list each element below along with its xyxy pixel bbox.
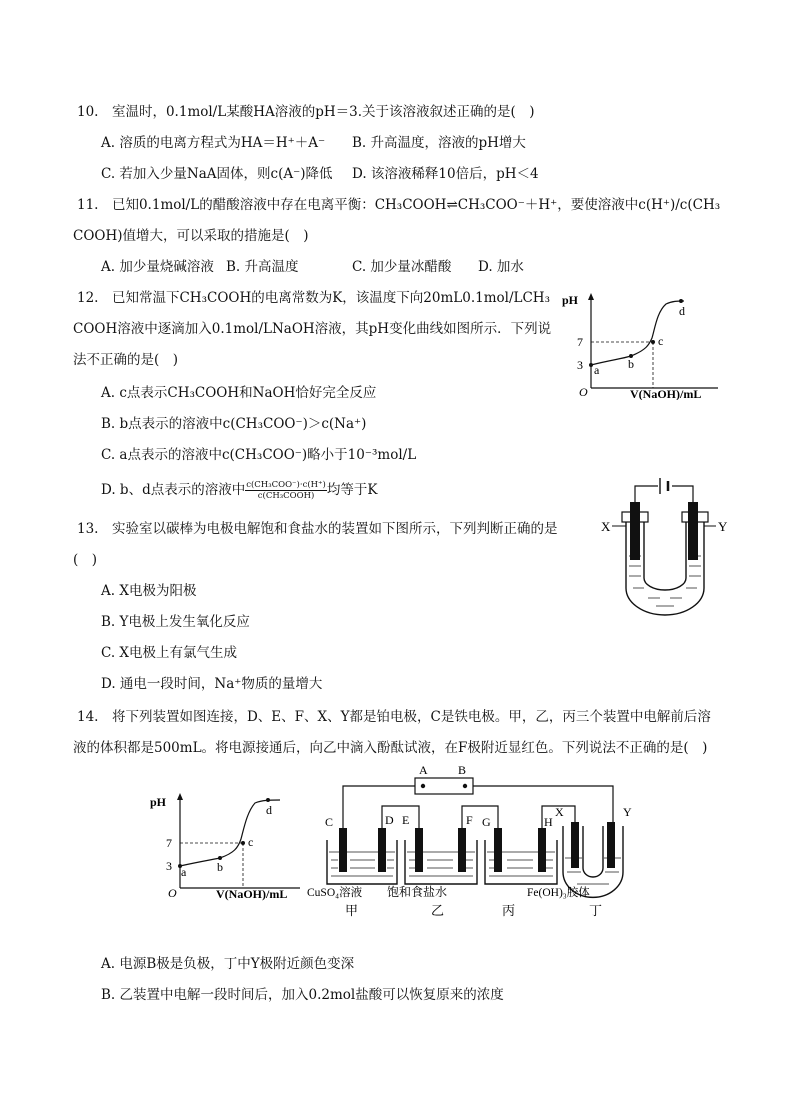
q14-tick-7: 7 <box>166 836 172 850</box>
q13-label-y: Y <box>718 519 728 534</box>
q14-electrode-d <box>378 828 386 872</box>
q13-u-tube-inner <box>644 512 686 590</box>
q12-point-a <box>589 363 593 367</box>
q10-stem: 10. 室温时，0.1mol/L某酸HA溶液的pH＝3.关于该溶液叙述正确的是( ) <box>77 104 535 120</box>
q13-electrolysis-apparatus <box>598 460 733 620</box>
q14-x-label: V(NaOH)/mL <box>216 887 288 901</box>
q14-option-a: A. 电源B极是负极，丁中Y极附近颜色变深 <box>101 956 355 972</box>
q12-option-d-suffix: 均等于K <box>326 482 378 498</box>
q14-label-b-terminal: B <box>458 763 467 777</box>
q14-cell-bing: 丙 <box>502 903 516 918</box>
q11-option-c: C. 加少量冰醋酸 <box>352 259 452 275</box>
q14-cell-ding: 丁 <box>589 903 603 918</box>
q13-wires <box>635 486 693 510</box>
q12-stem-line3: 法不正确的是( ) <box>73 352 179 368</box>
q11-option-b: B. 升高温度 <box>226 259 299 275</box>
q14-label-e: E <box>402 813 410 827</box>
q14-label-a-terminal: A <box>419 763 428 777</box>
q14-u-tube-inner <box>583 826 603 877</box>
q14-terminal-a <box>421 784 425 788</box>
q12-y-arrow <box>588 293 594 300</box>
q14-label-c: c <box>248 835 254 849</box>
q13-stem-line1: 13. 实验室以碳棒为电极电解饱和食盐水的装置如下图所示，下列判断正确的是 <box>77 521 558 537</box>
q12-stem-line1: 12. 已知常温下CH₃COOH的电离常数为K，该温度下向20mL0.1mol/LCH₃ <box>77 290 550 306</box>
q12-tick-7: 7 <box>577 335 583 349</box>
q12-fraction-denominator: c(CH₃COOH) <box>257 491 315 501</box>
q11-option-a: A. 加少量烧碱溶液 <box>101 259 214 275</box>
q12-label-d: d <box>679 304 685 318</box>
q14-electrode-c <box>339 828 347 872</box>
q13-option-d: D. 通电一段时间，Na⁺物质的量增大 <box>101 676 323 692</box>
q12-option-d <box>101 480 377 501</box>
q12-label-b: b <box>628 357 634 371</box>
q13-x-electrode <box>630 502 640 560</box>
q14-point-c <box>241 841 245 845</box>
q14-electrode-x <box>571 822 579 868</box>
q10-option-c: C. 若加入少量NaA固体，则c(A⁻)降低 <box>101 166 333 182</box>
q14-label-a: a <box>181 865 187 879</box>
q12-option-c: C. a点表示的溶液中c(CH₃COO⁻)略小于10⁻³mol/L <box>101 447 417 463</box>
q13-y-electrode <box>688 502 698 560</box>
q12-option-a: A. c点表示CH₃COOH和NaOH恰好完全反应 <box>101 385 377 401</box>
q14-cell-yi: 乙 <box>431 903 445 918</box>
q14-electrode-f <box>458 828 466 872</box>
q12-titration-graph <box>556 290 726 400</box>
q12-tick-3: 3 <box>577 358 583 372</box>
q10-option-d: D. 该溶液稀释10倍后，pH＜4 <box>352 166 539 182</box>
q14-label-c: C <box>325 815 334 829</box>
q12-fraction <box>245 480 327 501</box>
q14-label-d: D <box>385 813 394 827</box>
q14-label-f: F <box>466 813 473 827</box>
q14-titration-graph <box>148 790 308 902</box>
q14-wire-right <box>473 786 613 830</box>
q12-stem-line2: COOH溶液中逐滴加入0.1mol/LNaOH溶液，其pH变化曲线如图所示．下列说 <box>73 321 552 337</box>
q11-option-d: D. 加水 <box>478 259 524 275</box>
q14-y-label: pH <box>150 795 167 809</box>
q12-label-c: c <box>658 334 664 348</box>
q13-option-c: C. X电极上有氯气生成 <box>101 645 238 661</box>
q14-label-x: X <box>555 805 564 819</box>
q14-electrode-y <box>607 822 615 868</box>
q14-electrode-h <box>538 828 546 872</box>
q14-solution-yi: 饱和食盐水 <box>387 885 448 899</box>
q12-y-label: pH <box>562 293 579 307</box>
q14-option-b: B. 乙装置中电解一段时间后，加入0.2mol盐酸可以恢复原来的浓度 <box>101 987 504 1003</box>
q14-solution-jia: CuSO₄溶液 <box>307 887 363 899</box>
q11-stem-line2: COOH)值增大，可以采取的措施是( ) <box>73 228 309 244</box>
q12-label-a: a <box>594 363 600 377</box>
q14-label-d: d <box>266 803 272 817</box>
q11-stem-line1: 11. 已知0.1mol/L的醋酸溶液中存在电离平衡：CH₃COOH⇌CH₃COO⁻＋H⁺，要使溶液中c(H⁺)/c(CH₃ <box>77 197 721 213</box>
q10-option-a: A. 溶质的电离方程式为HA＝H⁺＋A⁻ <box>101 135 326 151</box>
q12-point-c <box>651 340 655 344</box>
q14-origin-label: O <box>168 886 177 900</box>
q14-beaker-jia <box>327 840 397 884</box>
q14-terminal-b <box>463 784 467 788</box>
q13-option-b: B. Y电极上发生氧化反应 <box>101 614 250 630</box>
q14-label-g: G <box>482 815 491 829</box>
q14-solution-ding: Fe(OH)₃胶体 <box>527 887 590 899</box>
q12-option-d-prefix: D. b、d点表示的溶液中 <box>101 482 246 498</box>
q12-origin-label: O <box>579 385 588 399</box>
q14-titration-curve <box>180 800 280 866</box>
q13-label-x: X <box>601 519 611 534</box>
q12-fraction-numerator: c(CH₃COO⁻)·c(H⁺) <box>246 480 326 490</box>
q12-point-d <box>679 299 683 303</box>
q14-label-h: H <box>544 815 553 829</box>
q14-electrode-e <box>415 828 423 872</box>
q14-y-arrow <box>177 793 183 800</box>
q13-stem-line2: ( ) <box>73 552 98 568</box>
q14-label-b: b <box>217 860 223 874</box>
q14-stem-line1: 14. 将下列装置如图连接，D、E、F、X、Y都是铂电极，C是铁电极。甲，乙，丙三个装置中电解前后溶 <box>77 709 711 725</box>
q14-point-d <box>266 798 270 802</box>
q12-x-label: V(NaOH)/mL <box>630 387 702 400</box>
q14-solution-lines <box>329 852 555 876</box>
q13-solution-lines <box>629 556 701 606</box>
q13-option-a: A. X电极为阳极 <box>101 583 197 599</box>
q12-titration-curve <box>591 301 684 365</box>
q14-tick-3: 3 <box>166 859 172 873</box>
q14-label-y: Y <box>623 805 632 819</box>
q14-stem-line2: 液的体积都是500mL。将电源接通后，向乙中滴入酚酞试液，在F极附近显红色。下列说法不正确的是( ) <box>73 740 708 756</box>
q14-cell-jia: 甲 <box>345 903 359 918</box>
q14-electrolysis-apparatus <box>305 760 645 922</box>
q10-option-b: B. 升高温度，溶液的pH增大 <box>352 135 526 151</box>
q12-option-b: B. b点表示的溶液中c(CH₃COO⁻)＞c(Na⁺) <box>101 416 367 432</box>
q14-electrode-g <box>494 828 502 872</box>
